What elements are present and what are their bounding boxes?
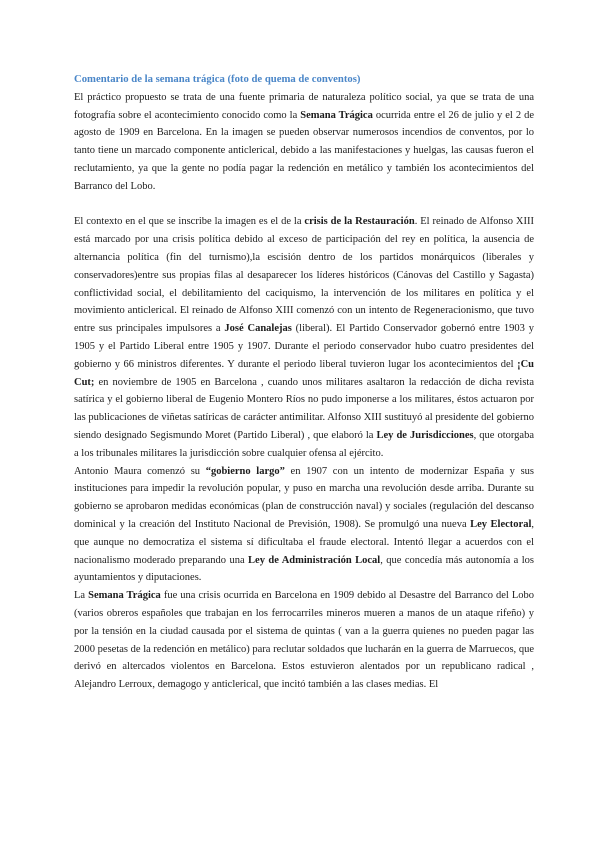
text-run: en noviembre de 1905 en Barcelona , cuando unos militares asaltaron la redacción de dicha revista satírica y el gobierno liberal de Eugenio Montero Ríos no pudo imponerse a los militares, éstos actuaron por las publicaciones de viñetas satíricas de carácter antimilitar. Alfonso XIII sustituyó al presidente del gobierno siendo designado Segismundo Moret (Partido Liberal) , que elaboró la xyxy=(74,376,534,441)
bold-term-semana-tragica: Semana Trágica xyxy=(300,109,373,121)
paragraph-context xyxy=(74,213,534,462)
text-run: . El reinado de Alfonso XIII está marcado por una crisis política debido al exceso de participación del rey en política, la ausencia de alternancia política (fin del turnismo),la escisión dentro de los partidos monárquicos (liberales y conservadores)entre sus propias filas al desaparecer los líderes históricos (Cánovas del Castillo y Sagasta) conflictividad social, el debilitamiento del caciquismo, la intervención de los militares en política y el movimiento anticlerical. El reinado de Alfonso XIII comenzó con un intento de Regeneracionismo, que tuvo entre sus principales impulsores a xyxy=(74,216,534,335)
text-run: fue una crisis ocurrida en Barcelona en 1909 debido al Desastre del Barranco del Lobo (varios obreros españoles que trabajan en los ferrocarriles mineros mueren a manos de un ataque rifeño) y por la tensión en la ciudad causada por el sistema de quintas ( van a la guerra quienes no pueden pagar las 2000 pesetas de la redención en metálico) para reclutar soldados que lucharán en la guerra de Marruecos, que derivó en altercados violentos en Barcelona. Estos estuvieron alentados por un republicano radical , Alejandro Lerroux, demagogo y anticlerical, que incitó también a las clases medias. El xyxy=(74,590,535,691)
paragraph-maura xyxy=(74,463,534,588)
bold-term-crisis-restauracion: crisis de la Restauración xyxy=(304,216,415,228)
text-run: , que concedía más autonomía a los ayuntamientos y diputaciones. xyxy=(74,554,535,584)
bold-term-cu-cut: ¡Cu Cut; xyxy=(74,358,534,388)
paragraph-semana-tragica xyxy=(74,587,534,694)
text-run: en 1907 con un intento de modernizar España y sus instituciones para impedir la revolución popular, y puso en marcha una revolución desde arriba. Durante su gobierno se aprobaron medidas económicas (plan de construcción naval) y sociales (regulación del descanso dominical y la creación del Instituto Nacional de Previsión, 1908). Se promulgó una nueva xyxy=(74,465,534,530)
bold-term-ley-administracion-local: Ley de Administración Local xyxy=(248,554,381,566)
text-run: (liberal). El Partido Conservador gobernó entre 1903 y 1905 y el Partido Liberal entre 1905 y 1907. Durante el periodo conservador hubo cuatro presidentes del gobierno y 66 ministros diferentes. Y durante el periodo liberal tuvieron lugar los acontecimientos del xyxy=(74,323,534,370)
paragraph-intro xyxy=(74,89,534,196)
bold-term-ley-jurisdicciones: Ley de Jurisdicciones xyxy=(376,429,474,441)
text-run: La xyxy=(74,590,89,602)
bold-term-ley-electoral: Ley Electoral xyxy=(470,518,532,530)
document-body xyxy=(74,71,534,694)
bold-term-jose-canalejas: José Canalejas xyxy=(224,323,292,335)
bold-term-semana-tragica: Semana Trágica xyxy=(88,590,161,602)
document-title: Comentario de la semana trágica (foto de quema de conventos) xyxy=(74,73,361,85)
text-run: ocurrida entre el 26 de julio y el 2 de agosto de 1909 en Barcelona. En la imagen se pueden observar numerosos incendios de conventos, por lo tanto tiene un marcado componente anticlerical, debido a las manifestaciones y huelgas, las causas fueron el reclutamiento, ya que la gente no podía pagar la redención en metálico y también los acontecimientos del Barranco del Lobo. xyxy=(74,109,535,192)
text-run: , que otorgaba a los tribunales militares la jurisdicción sobre cualquier ofensa al ejército. xyxy=(74,429,534,459)
text-run: , que aunque no democratiza el sistema sí dificultaba el fraude electoral. Intentó llegar a acuerdos con el nacionalismo moderado preparando una xyxy=(74,518,534,566)
text-run: El contexto en el que se inscribe la imagen es el de la xyxy=(74,216,305,228)
text-run: Antonio Maura comenzó su xyxy=(74,465,206,477)
bold-term-gobierno-largo: “gobierno largo” xyxy=(205,465,285,477)
text-run: El práctico propuesto se trata de una fuente primaria de naturaleza político social, ya que se trata de una fotografía sobre el acontecimiento conocido como la xyxy=(74,91,534,121)
